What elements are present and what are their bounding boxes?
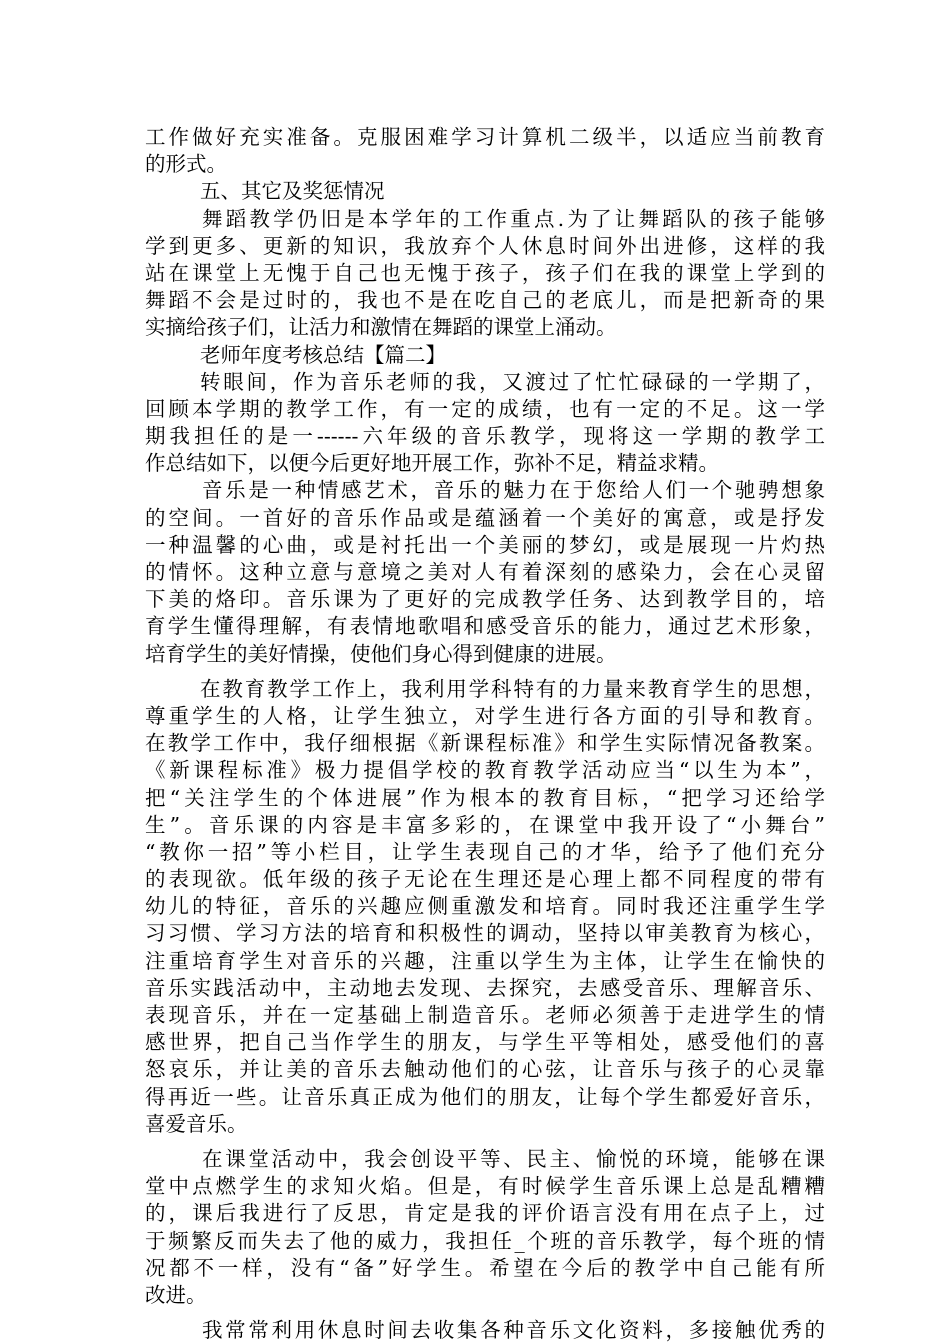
- text-line: 学到更多、更新的知识，我放弃个人休息时间外出进修，这样的我: [145, 233, 825, 258]
- paragraph-first-line: 转眼间，作为音乐老师的我，又渡过了忙忙碌碌的一学期了，: [200, 369, 825, 394]
- section-heading: 老师年度考核总结【篇二】: [200, 342, 446, 367]
- text-line: 实摘给孩子们，让活力和激情在舞蹈的课堂上涌动。: [145, 315, 617, 340]
- text-line: 下美的烙印。音乐课为了更好的完成教学任务、达到教学目的，培: [145, 587, 825, 612]
- text-line: 生”。音乐课的内容是丰富多彩的，在课堂中我开设了“小舞台”: [145, 812, 825, 837]
- text-line: 回顾本学期的教学工作，有一定的成绩，也有一定的不足。这一学: [145, 396, 825, 421]
- text-line: 况都不一样，没有“备”好学生。希望在今后的教学中自己能有所: [145, 1255, 825, 1280]
- text-line: 舞蹈不会是过时的，我也不是在吃自己的老底儿，而是把新奇的果: [145, 288, 825, 313]
- text-line: 感世界，把自己当作学生的朋友，与学生平等相处，感受他们的喜: [145, 1030, 825, 1055]
- text-line: 期我担任的是一------六年级的音乐教学，现将这一学期的教学工: [145, 424, 825, 449]
- text-line: 得再近一些。让音乐真正成为他们的朋友，让每个学生都爱好音乐，: [145, 1084, 825, 1109]
- text-line: 的，课后我进行了反思，肯定是我的评价语言没有用在点子上，过: [145, 1201, 825, 1226]
- paragraph-first-line: 我常常利用休息时间去收集各种音乐文化资料，多接触优秀的: [202, 1318, 825, 1343]
- text-line: 一种温馨的心曲，或是衬托出一个美丽的梦幻，或是展现一片灼热: [145, 532, 825, 557]
- text-line: 幼儿的特征，音乐的兴趣应侧重激发和培育。同时我还注重学生学: [145, 894, 825, 919]
- paragraph-first-line: 音乐是一种情感艺术，音乐的魅力在于您给人们一个驰骋想象: [202, 478, 825, 503]
- text-line: 的情怀。这种立意与意境之美对人有着深刻的感染力，会在心灵留: [145, 560, 825, 584]
- text-line: 改进。: [145, 1282, 207, 1307]
- text-line: 《新课程标准》极力提倡学校的教育教学活动应当“以生为本”，: [145, 758, 825, 783]
- text-line: 习习惯、学习方法的培育和积极性的调动，坚持以审美教育为核心，: [145, 921, 825, 946]
- text-line: 把“关注学生的个体进展”作为根本的教育目标，“把学习还给学: [145, 785, 825, 810]
- text-line: 怒哀乐，并让美的音乐去触动他们的心弦，让音乐与孩子的心灵靠: [145, 1057, 825, 1082]
- text-line: 喜爱音乐。: [145, 1111, 248, 1136]
- text-line: 尊重学生的人格，让学生独立，对学生进行各方面的引导和教育。: [145, 703, 825, 728]
- text-line: 作总结如下，以便今后更好地开展工作，弥补不足，精益求精。: [145, 451, 719, 476]
- text-line: 的形式。: [145, 152, 227, 177]
- text-line: 在教学工作中，我仔细根据《新课程标准》和学生实际情况备教案。: [145, 731, 825, 756]
- text-line: 工作做好充实准备。克服困难学习计算机二级半，以适应当前教育: [145, 125, 825, 149]
- text-line: 的表现欲。低年级的孩子无论在生理还是心理上都不同程度的带有: [145, 867, 825, 892]
- text-line: 的空间。一首好的音乐作品或是蕴涵着一个美好的寓意，或是抒发: [145, 505, 825, 530]
- text-line: “教你一招”等小栏目，让学生表现自己的才华，给予了他们充分: [145, 839, 825, 864]
- text-line: 育学生懂得理解，有表情地歌唱和感受音乐的能力，通过艺术形象，: [145, 614, 825, 639]
- paragraph-first-line: 舞蹈教学仍旧是本学年的工作重点.为了让舞蹈队的孩子能够: [202, 206, 825, 231]
- text-line: 于频繁反而失去了他的威力，我担任_个班的音乐教学，每个班的情: [145, 1228, 825, 1253]
- text-line: 表现音乐，并在一定基础上制造音乐。老师必须善于走进学生的情: [145, 1003, 825, 1027]
- text-line: 站在课堂上无愧于自己也无愧于孩子，孩子们在我的课堂上学到的: [145, 260, 825, 285]
- text-line: 培育学生的美好情操，使他们身心得到健康的进展。: [145, 641, 617, 666]
- text-line: 注重培育学生对音乐的兴趣，注重以学生为主体，让学生在愉快的: [145, 948, 825, 973]
- text-line: 堂中点燃学生的求知火焰。但是，有时候学生音乐课上总是乱糟糟: [145, 1174, 825, 1199]
- document-page: [145, 124, 825, 1344]
- section-heading: 五、其它及奖惩情况: [200, 179, 385, 204]
- paragraph-first-line: 在课堂活动中，我会创设平等、民主、愉悦的环境，能够在课: [202, 1146, 825, 1171]
- text-line: 音乐实践活动中，主动地去发现、去探究，去感受音乐、理解音乐、: [145, 975, 825, 1000]
- paragraph-first-line: 在教育教学工作上，我利用学科特有的力量来教育学生的思想，: [200, 676, 825, 701]
